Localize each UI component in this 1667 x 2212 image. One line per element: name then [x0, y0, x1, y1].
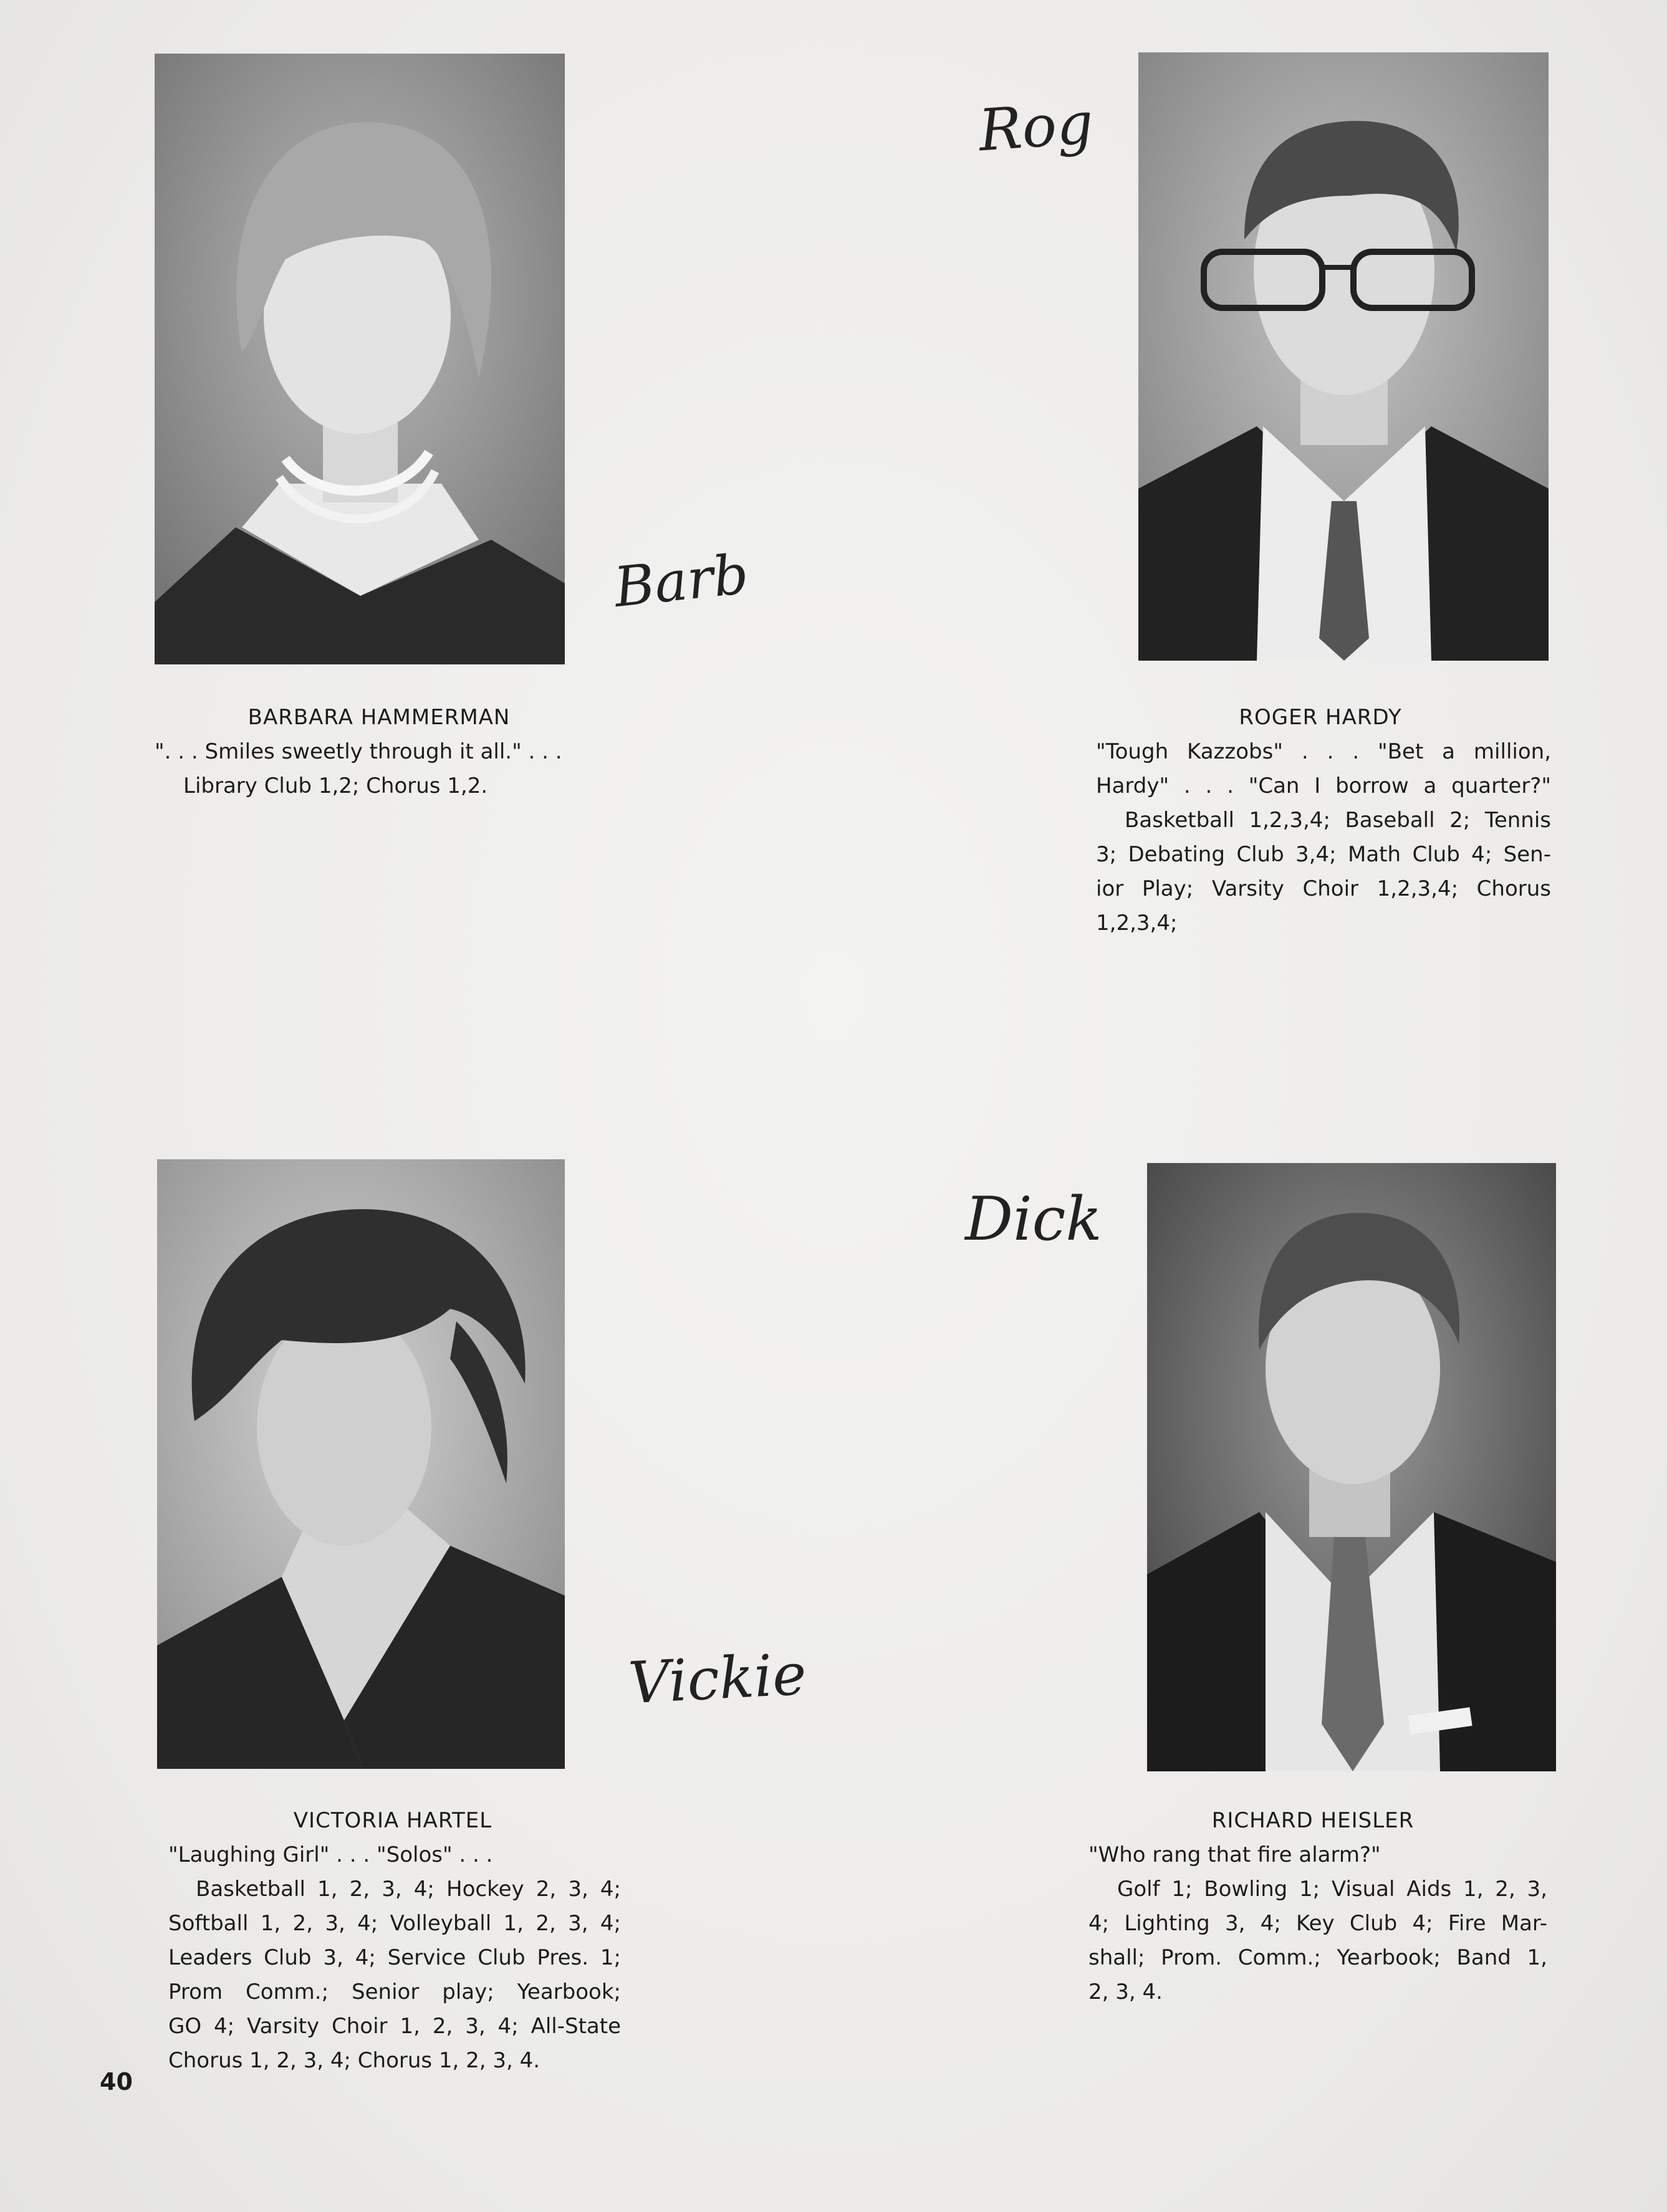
entry-richard-heisler [1088, 1804, 1547, 2009]
portrait-photo-victoria-hartel [157, 1159, 565, 1769]
activities-line: Chorus 1, 2, 3, 4; Chorus 1, 2, 3, 4. [168, 2048, 540, 2073]
activities-line: shall; Prom. Comm.; Yearbook; Band 1, [1088, 1945, 1547, 1970]
activities-line: 2, 3, 4. [1088, 1980, 1163, 2004]
entry-roger-hardy [1096, 701, 1551, 941]
page-number: 40 [100, 2068, 133, 2095]
quote-line: ". . . Smiles sweetly through it all." . . . [155, 739, 562, 764]
portrait-photo-richard-heisler [1147, 1163, 1556, 1771]
signature-roger-hardy: Rog [976, 89, 1096, 165]
entry-barbara-hammerman [155, 701, 616, 803]
activities-line: 4; Lighting 3, 4; Key Club 4; Fire Mar- [1088, 1911, 1547, 1936]
activities-line: ior Play; Varsity Choir 1,2,3,4; Chorus [1096, 876, 1551, 901]
student-name: RICHARD HEISLER [1211, 1808, 1415, 1833]
activities-line: GO 4; Varsity Choir 1, 2, 3, 4; All-State [168, 2014, 621, 2039]
student-name: VICTORIA HARTEL [293, 1808, 492, 1833]
quote-line: "Tough Kazzobs" . . . "Bet a million, [1096, 739, 1551, 764]
activities-line: 3; Debating Club 3,4; Math Club 4; Sen- [1096, 842, 1551, 867]
signature-victoria-hartel: Vickie [627, 1640, 808, 1717]
activities-line: Golf 1; Bowling 1; Visual Aids 1, 2, 3, [1117, 1877, 1547, 1902]
portrait-photo-roger-hardy [1138, 52, 1549, 661]
student-name: BARBARA HAMMERMAN [247, 705, 511, 730]
student-name: ROGER HARDY [1239, 705, 1402, 730]
activities-line: 1,2,3,4; [1096, 911, 1178, 936]
activities-line: Basketball 1,2,3,4; Baseball 2; Tennis [1125, 808, 1551, 833]
portrait-photo-barbara-hammerman [155, 54, 565, 664]
quote-line: "Who rang that fire alarm?" [1088, 1842, 1381, 1867]
activities-line: Prom Comm.; Senior play; Yearbook; [168, 1980, 621, 2004]
activities-line: Library Club 1,2; Chorus 1,2. [183, 773, 488, 798]
quote-line: Hardy" . . . "Can I borrow a quarter?" [1096, 773, 1551, 798]
activities-line: Basketball 1, 2, 3, 4; Hockey 2, 3, 4; [196, 1877, 621, 1902]
signature-barbara-hammerman: Barb [611, 542, 752, 620]
signature-richard-heisler: Dick [965, 1184, 1102, 1254]
quote-line: "Laughing Girl" . . . "Solos" . . . [168, 1842, 493, 1867]
activities-line: Leaders Club 3, 4; Service Club Pres. 1; [168, 1945, 621, 1970]
entry-victoria-hartel [168, 1804, 621, 2078]
activities-line: Softball 1, 2, 3, 4; Volleyball 1, 2, 3, 4; [168, 1911, 621, 1936]
